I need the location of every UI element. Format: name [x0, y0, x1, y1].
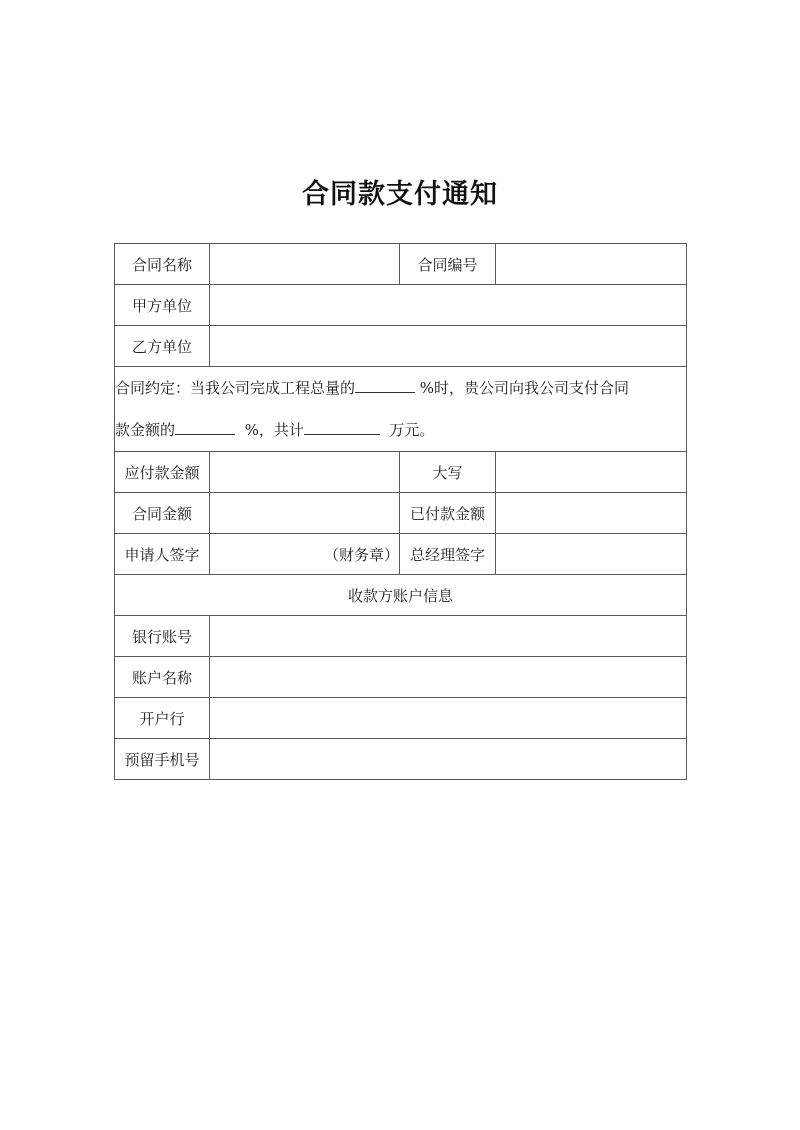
bank-account-field[interactable] [210, 616, 687, 657]
contract-no-field[interactable] [496, 244, 687, 285]
terms-text-5: 万元。 [389, 421, 435, 439]
finance-seal-label: （财务章） [323, 545, 399, 564]
row-party-b [115, 326, 687, 367]
terms-text-1: 合同约定：当我公司完成工程总量的 [115, 379, 356, 397]
capital-field[interactable] [496, 452, 687, 493]
row-phone [115, 739, 687, 780]
contract-no-label: 合同编号 [400, 244, 496, 285]
row-contract-amount [115, 493, 687, 534]
row-account-name [115, 657, 687, 698]
document-title: 合同款支付通知 [302, 179, 498, 210]
paid-label: 已付款金额 [400, 493, 496, 534]
terms-text-3: 款金额的 [115, 421, 176, 439]
gm-label: 总经理签字 [400, 534, 496, 575]
payable-field[interactable] [210, 452, 400, 493]
row-contract-name [115, 244, 687, 285]
payee-info-heading: 收款方账户信息 [115, 575, 687, 616]
account-name-label: 账户名称 [115, 657, 210, 698]
party-b-field[interactable] [210, 326, 687, 367]
row-bank-account [115, 616, 687, 657]
row-party-a [115, 285, 687, 326]
phone-label: 预留手机号 [115, 739, 210, 780]
total-amount-blank[interactable] [304, 433, 380, 435]
terms-text-2: %时，贵公司向我公司支付合同 [419, 379, 630, 397]
row-contract-terms [115, 367, 687, 452]
payable-label: 应付款金额 [115, 452, 210, 493]
percent-complete-blank[interactable] [355, 391, 415, 393]
contract-terms [115, 367, 687, 452]
party-a-label: 甲方单位 [115, 285, 210, 326]
terms-text-4: %，共计 [244, 421, 304, 439]
contract-amount-label: 合同金额 [115, 493, 210, 534]
row-bank [115, 698, 687, 739]
contract-name-label: 合同名称 [115, 244, 210, 285]
bank-field[interactable] [210, 698, 687, 739]
bank-label: 开户行 [115, 698, 210, 739]
percent-payment-blank[interactable] [175, 433, 235, 435]
gm-signature-field[interactable] [496, 534, 687, 575]
contract-amount-field[interactable] [210, 493, 400, 534]
applicant-signature-field[interactable] [210, 534, 400, 575]
account-name-field[interactable] [210, 657, 687, 698]
payment-notice-form [114, 243, 687, 780]
paid-field[interactable] [496, 493, 687, 534]
row-payable [115, 452, 687, 493]
contract-name-field[interactable] [210, 244, 400, 285]
row-signatures [115, 534, 687, 575]
party-a-field[interactable] [210, 285, 687, 326]
row-payee-heading [115, 575, 687, 616]
party-b-label: 乙方单位 [115, 326, 210, 367]
phone-field[interactable] [210, 739, 687, 780]
capital-label: 大写 [400, 452, 496, 493]
applicant-label: 申请人签字 [115, 534, 210, 575]
bank-account-label: 银行账号 [115, 616, 210, 657]
